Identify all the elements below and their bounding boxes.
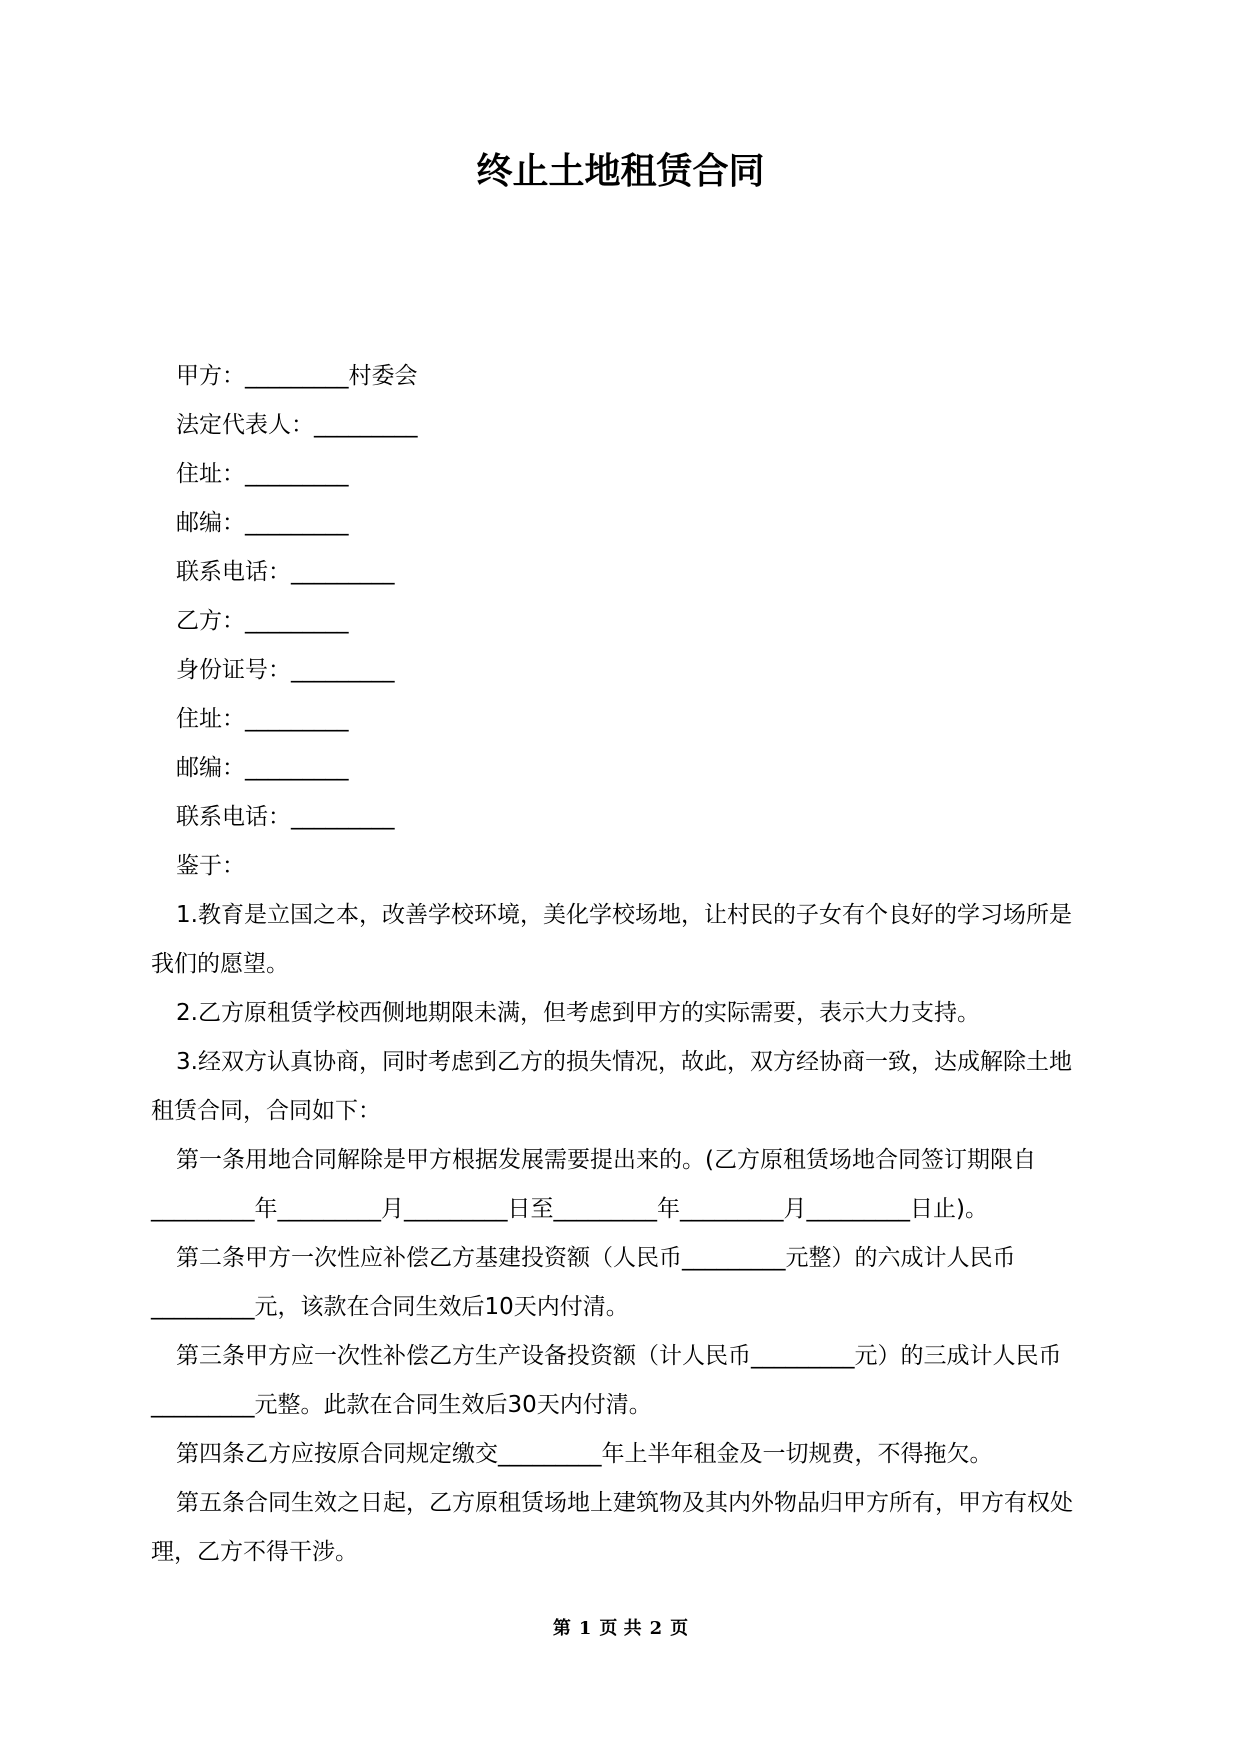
party-a-legal-representative-line: 法定代表人：_________ [176,412,418,438]
recital-1: 1.教育是立国之本，改善学校环境，美化学校场地，让村民的子女有个良好的学习场所是我们的愿望。 [151,902,1072,977]
party-a-postcode-line: 邮编：_________ [176,510,349,536]
document-body [151,352,1089,1577]
party-a-line: 甲方：_________村委会 [176,363,418,389]
document-title: 终止土地租赁合同 [476,151,765,192]
page-label-prefix: 第 [552,1618,571,1639]
page-footer [0,1614,1241,1640]
party-b-line: 乙方：_________ [176,608,349,634]
article-4: 第四条乙方应按原合同规定缴交_________年上半年租金及一切规费，不得拖欠。 [176,1441,993,1467]
party-a-address-line: 住址：_________ [176,461,349,487]
party-b-postcode-line: 邮编：_________ [176,755,349,781]
party-b-phone-line: 联系电话：_________ [176,804,395,830]
recital-3: 3.经双方认真协商，同时考虑到乙方的损失情况，故此，双方经协商一致，达成解除土地租赁合同，合同如下： [151,1049,1072,1124]
article-5: 第五条合同生效之日起，乙方原租赁场地上建筑物及其内外物品归甲方所有，甲方有权处理，乙方不得干涉。 [151,1490,1073,1565]
party-a-phone-line: 联系电话：_________ [176,559,395,585]
article-1: 第一条用地合同解除是甲方根据发展需要提出来的。(乙方原租赁场地合同签订期限自_________年_________月_________日至_________年_________月_________日止)。 [151,1147,1036,1222]
page-label-suffix: 页 [670,1618,689,1639]
current-page-number: 1 [578,1618,592,1639]
whereas-heading: 鉴于： [176,853,245,879]
party-b-address-line: 住址：_________ [176,706,349,732]
total-pages-number: 2 [649,1618,663,1639]
page-label-mid: 页 共 [599,1618,642,1639]
article-2: 第二条甲方一次性应补偿乙方基建投资额（人民币_________元整）的六成计人民币_________元，该款在合同生效后10天内付清。 [151,1245,1016,1320]
recital-2: 2.乙方原租赁学校西侧地期限未满，但考虑到甲方的实际需要，表示大力支持。 [176,1000,980,1026]
party-b-id-number-line: 身份证号：_________ [176,657,395,683]
article-3: 第三条甲方应一次性补偿乙方生产设备投资额（计人民币_________元）的三成计人民币_________元整。此款在合同生效后30天内付清。 [151,1343,1062,1418]
